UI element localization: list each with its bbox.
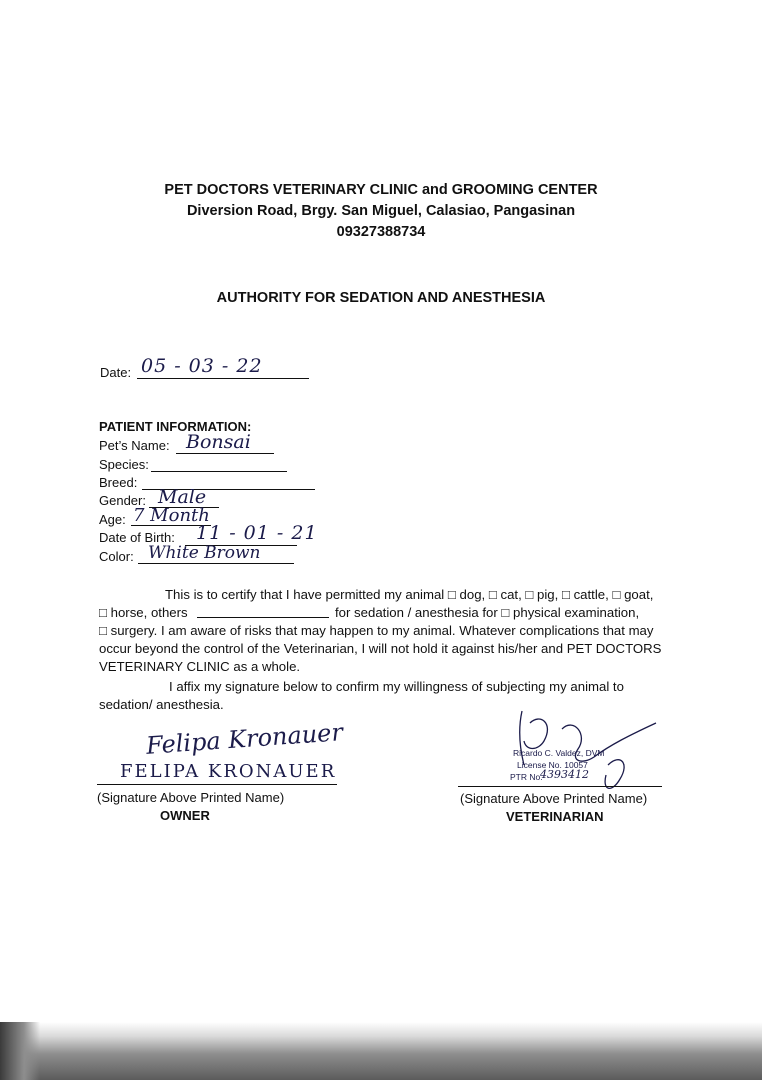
vet-stamp-license: License No. 10057 — [517, 760, 588, 770]
clinic-name: PET DOCTORS VETERINARY CLINIC and GROOMING CENTER — [164, 182, 598, 198]
pets-name-value[interactable]: Bonsai — [186, 431, 251, 453]
consent-line-4: occur beyond the control of the Veterinarian, I will not hold it against his/her and PET DOCTORS — [99, 641, 662, 656]
vet-stamp-ptr-value: 4393412 — [540, 768, 589, 781]
pets-name-label: Pet’s Name: — [99, 438, 170, 453]
date-label: Date: — [100, 365, 132, 380]
others-blank-line[interactable] — [197, 617, 329, 618]
affix-line-1: I affix my signature below to confirm my willingness of subjecting my animal to — [169, 679, 624, 694]
consent-line-3: □ surgery. I am aware of risks that may happen to my animal. Whatever complications that may — [99, 623, 654, 638]
consent-line-1: This is to certify that I have permitted my animal □ dog, □ cat, □ pig, □ cattle, □ goat, — [165, 587, 654, 602]
vet-stamp-ptr-label: PTR No. — [510, 772, 543, 782]
date-value[interactable]: 05 - 03 - 22 — [141, 355, 263, 377]
breed-label: Breed: — [99, 475, 138, 490]
age-value[interactable]: 7 Month — [133, 505, 210, 526]
pets-name-line — [176, 453, 274, 454]
owner-printed-name: FELIPA KRONAUER — [120, 761, 337, 782]
color-value[interactable]: White Brown — [148, 543, 261, 563]
clinic-address: Diversion Road, Brgy. San Miguel, Calasiao, Pangasinan — [186, 203, 576, 219]
gender-label: Gender: — [99, 493, 146, 508]
consent-line-5: VETERINARY CLINIC as a whole. — [99, 659, 301, 674]
age-label: Age: — [99, 512, 126, 527]
owner-signature[interactable]: Felipa Kronauer — [145, 718, 344, 760]
affix-line-2: sedation/ anesthesia. — [99, 697, 224, 712]
date-of-birth-label: Date of Birth: — [99, 530, 175, 545]
vet-caption: (Signature Above Printed Name) — [460, 791, 648, 806]
clinic-phone: 09327388734 — [336, 224, 426, 240]
form-title: AUTHORITY FOR SEDATION AND ANESTHESIA — [216, 290, 546, 306]
consent-line-2a: □ horse, others — [99, 605, 188, 620]
species-label: Species: — [99, 457, 149, 472]
scan-shadow — [0, 1022, 762, 1080]
date-line — [137, 378, 309, 379]
owner-role: OWNER — [160, 808, 210, 823]
vet-role: VETERINARIAN — [506, 809, 604, 824]
owner-signature-line — [97, 784, 337, 785]
date-of-birth-value[interactable]: 11 - 01 - 21 — [196, 522, 318, 544]
consent-line-2b: for sedation / anesthesia for □ physical examination, — [335, 605, 640, 620]
gender-value[interactable]: Male — [158, 486, 207, 508]
owner-caption: (Signature Above Printed Name) — [97, 790, 285, 805]
patient-info-heading: PATIENT INFORMATION: — [99, 419, 252, 434]
vet-signature-line — [458, 786, 662, 787]
color-label: Color: — [99, 549, 134, 564]
vet-stamp-name: Ricardo C. Valdez, DVM — [513, 748, 605, 758]
species-line[interactable] — [151, 471, 287, 472]
color-line — [138, 563, 294, 564]
